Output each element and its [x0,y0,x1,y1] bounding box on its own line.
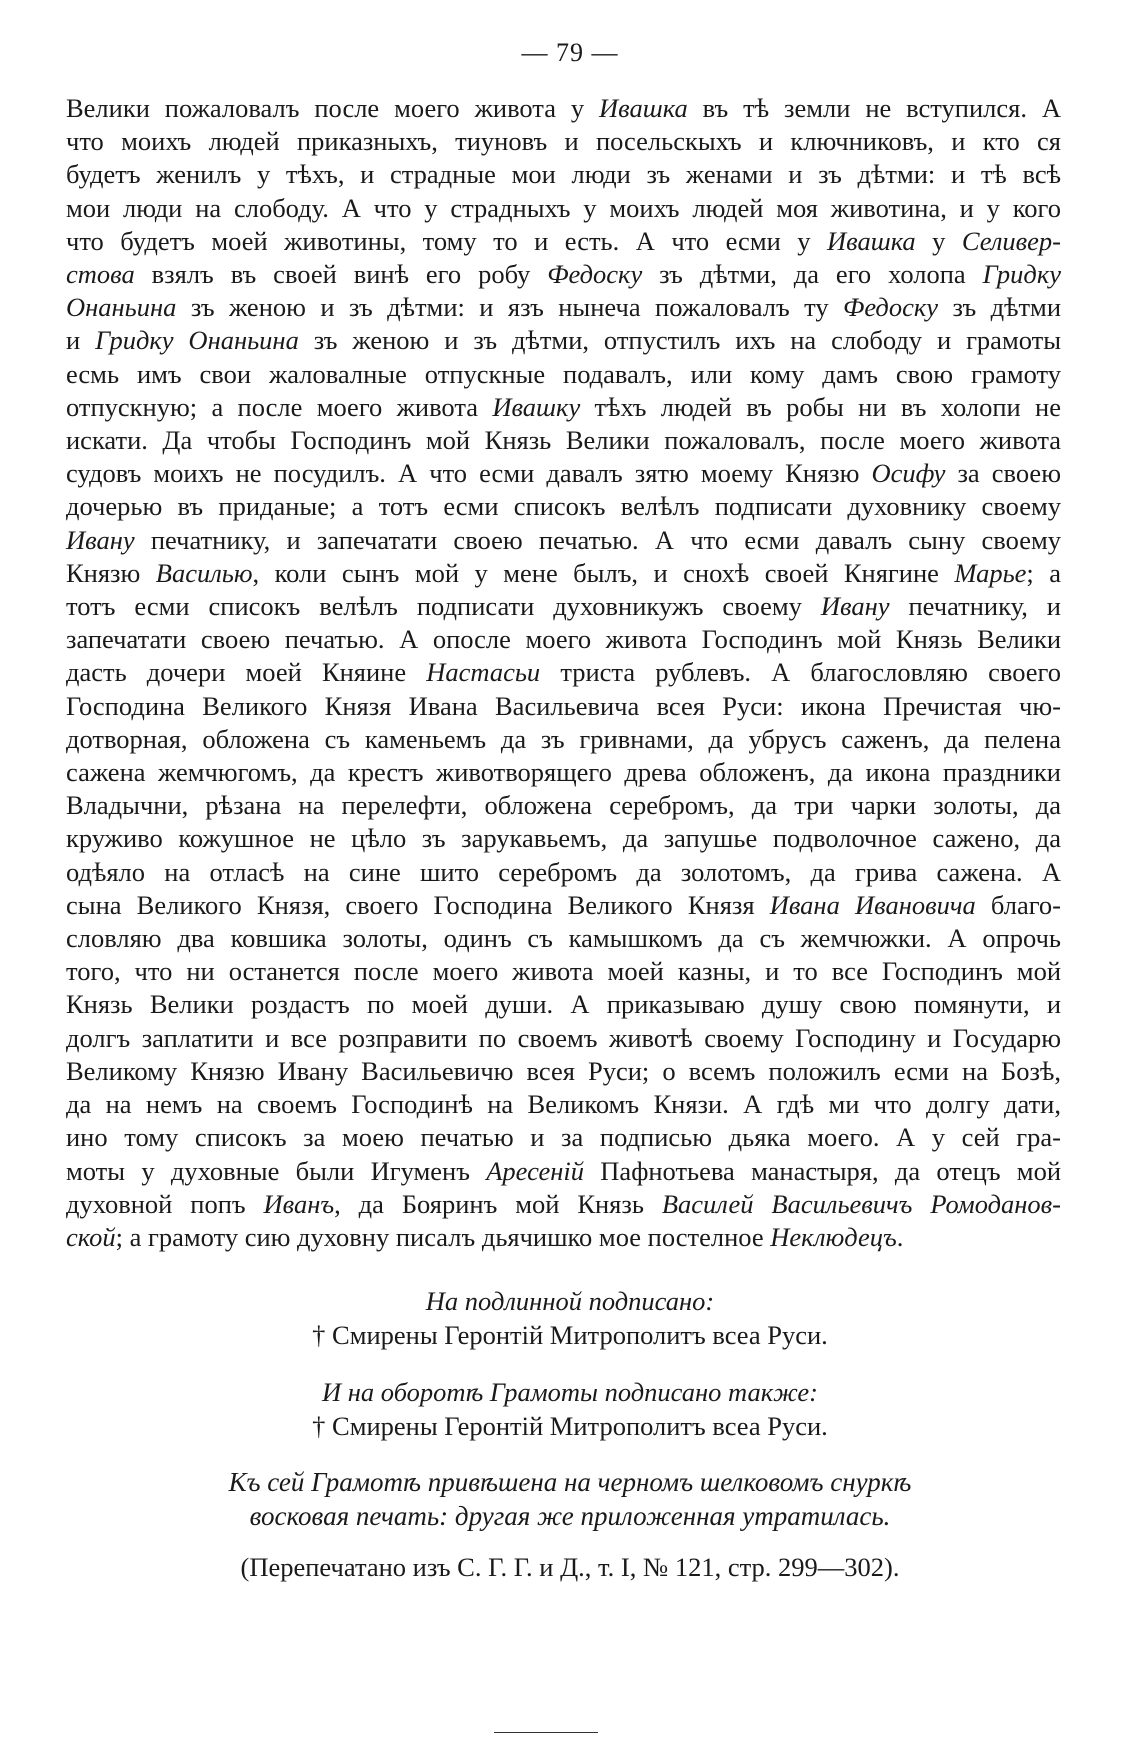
text-line [66,258,1061,291]
text-segment: печатнику, и [889,591,1061,622]
text-segment: того, что ни останется после моего живота моей казны, и то все Господинъ мой [66,956,1061,987]
text-segment: , коли сынъ мой у мене былъ, и снохѣ своей Княгине [252,557,955,588]
italic-name: Селивер- [961,225,1062,256]
text-segment: искати. Да чтобы Господинъ мой Князь Велики пожаловалъ, после моего живота [66,425,1061,456]
text-line [66,656,1061,689]
text-line [66,690,1061,723]
text-segment: сажена жемчюгомъ, да крестъ животворящего древа обложенъ, да икона праздники [66,757,1061,788]
text-segment: Князю [66,557,156,588]
text-segment: . [896,1221,904,1252]
text-segment: одѣяло на отласѣ на сине шито серебромъ да золотомъ, да грива сажена. А [66,856,1061,887]
closing-rule [494,1732,598,1733]
text-line [66,856,1061,889]
text-line [66,1088,1061,1121]
italic-name: Федоску [843,292,939,323]
text-segment: словляю два ковшика золоты, одинъ съ камышкомъ да съ жемчюжки. А опрочь [66,923,1061,954]
italic-name: Онаньина [66,292,177,323]
italic-name: ской [66,1221,116,1252]
text-line [66,789,1061,822]
signature-name-original: † Смирены Геронтій Митрополитъ всеа Руси. [312,1320,828,1350]
italic-name: стова [66,259,135,290]
seal-note-line-2: восковая печать: другая же приложенная утратилась. [249,1501,891,1531]
page-number: — 79 — [521,38,619,67]
text-segment: Князь Велики роздастъ по моей души. А приказываю душу свою помянути, и [66,989,1061,1020]
italic-name: Настасьи [426,657,541,688]
text-segment: запечатати своею печатью. А опосле моего живота Господинъ мой Князь Велики [66,624,1061,655]
text-segment: судовъ моихъ не посудилъ. А что есми давалъ зятю моему Князю [66,458,872,489]
text-segment: дотворная, обложена съ каменьемъ да зъ гривнами, да убрусъ саженъ, да пелена [66,723,1061,754]
text-segment: зъ женою и зъ дѣтми: и язъ нынеча пожаловалъ ту [176,292,844,323]
text-segment: ино тому списокъ за моею печатью и за подписью дьяка моего. А у сей гра- [66,1122,1061,1153]
text-segment: Господина Великого Князя Ивана Васильевича всея Руси: икона Пречистая чю- [66,690,1061,721]
text-segment: , да Бояринъ мой Князь [334,1188,662,1219]
text-segment: мои люди на слободу. А что у страдныхъ у моихъ людей моя животина, и у кого [66,192,1061,223]
text-line [66,291,1061,324]
text-segment: Великому Князю Ивану Васильевичю всея Руси; о всемъ положилъ есми на Бозѣ, [66,1055,1061,1086]
italic-name: Ивану [820,591,890,622]
text-line [66,557,1061,590]
text-segment: зъ дѣтми, да его холопа [642,259,983,290]
text-segment: духовной попъ [66,1188,264,1219]
text-segment: моты у духовные были Игуменъ [66,1155,487,1186]
text-line [66,358,1061,391]
text-line [66,1121,1061,1154]
body-text [66,92,1061,1254]
text-segment: ; а [1026,557,1061,588]
text-segment: зъ женою и зъ дѣтми, отпустилъ ихъ на слободу и грамоты [298,325,1062,356]
text-segment: сына Великого Князя, своего Господина Великого Князя [66,889,770,920]
italic-name: Федоску [547,259,643,290]
text-line [66,92,1061,125]
signature-block-reverse [0,1375,1140,1443]
italic-name: Ивану [66,524,135,555]
signature-heading-original: На подлинной подписано: [425,1286,715,1316]
italic-name: Ивашка [599,93,688,123]
text-line [66,524,1061,557]
text-line [66,391,1061,424]
text-segment: Велики пожаловалъ после моего живота у [66,93,600,123]
italic-name: Осифу [871,458,946,489]
text-line [66,457,1061,490]
text-line [66,324,1061,357]
italic-name: Ивашку [492,391,581,422]
italic-name: Иванъ [263,1188,335,1219]
text-line [66,1221,1061,1254]
text-line [66,1022,1061,1055]
signature-heading-reverse: И на оборотѣ Грамоты подписано также: [322,1377,818,1407]
text-segment: что будетъ моей животины, тому то и есть. А что есми у [66,225,827,256]
text-segment: зъ дѣтми [938,292,1061,323]
text-segment: печатнику, и запечатати своею печатью. А что есми давалъ сыну своему [134,524,1061,555]
text-segment: тѣхъ людей въ робы ни въ холопи не [580,391,1061,422]
reprint-source-note: (Перепечатано изъ С. Г. Г. и Д., т. I, № 121, стр. 299—302). [240,1552,900,1582]
text-line [66,723,1061,756]
text-line [66,988,1061,1021]
italic-name: Аресеній [486,1155,585,1186]
seal-note [0,1465,1140,1533]
text-line [66,192,1061,225]
text-segment: триста рублевъ. А благословляю своего [540,657,1061,688]
italic-name: Василей Васильевичъ Ромоданов- [661,1188,1061,1219]
text-segment: и [66,325,96,356]
text-segment: дочерью въ приданые; а тотъ есми списокъ велѣлъ подписати духовнику своему [66,491,1061,522]
text-segment: Пафнотьева манастыря, да отецъ мой [584,1155,1061,1186]
text-line [66,955,1061,988]
text-segment: тотъ есми списокъ велѣлъ подписати духовникужъ своему [66,591,821,622]
text-line [66,490,1061,523]
text-segment: есмь имъ свои жаловалные отпускные подавалъ, или кому дамъ свою грамоту [66,358,1061,389]
text-segment: у [915,225,962,256]
text-line [66,590,1061,623]
text-segment: дасть дочери моей Княине [66,657,427,688]
text-segment: что моихъ людей приказныхъ, тиуновъ и посельскыхъ и ключниковъ, и кто ся [66,126,1061,157]
text-line [66,225,1061,258]
text-segment: да на немъ на своемъ Господинѣ на Великомъ Князи. А гдѣ ми что долгу дати, [66,1089,1061,1120]
italic-name: Ивана Ивановича [769,889,976,920]
text-line [66,922,1061,955]
italic-name: Неклюдецъ [770,1221,897,1252]
text-line [66,822,1061,855]
text-line [66,1155,1061,1188]
signature-name-reverse: † Смирены Геронтій Митрополитъ всеа Руси. [312,1411,828,1441]
text-line [66,889,1061,922]
text-segment: Владычни, рѣзана на перелефти, обложена серебромъ, да три чарки золоты, да [66,790,1061,821]
italic-name: Гридку [982,259,1061,290]
italic-name: Гридку Онаньина [95,325,299,356]
text-line [66,158,1061,191]
text-segment: будетъ женилъ у тѣхъ, и страдные мои люди зъ женами и зъ дѣтми: и тѣ всѣ [66,159,1061,190]
text-segment: долгъ заплатити и все розправити по своемъ животѣ своему Господину и Государю [66,1022,1061,1053]
text-line [66,424,1061,457]
text-line [66,623,1061,656]
italic-name: Марье [954,557,1027,588]
text-segment: за своею [945,458,1061,489]
text-line [66,1055,1061,1088]
text-line [66,125,1061,158]
text-segment: взялъ въ своей винѣ его робу [134,259,548,290]
text-segment: въ тѣ земли не вступился. А [687,93,1061,123]
text-line [66,756,1061,789]
text-segment: круживо кожушное не цѣло зъ зарукавьемъ, да запушье подволочное сажено, да [66,823,1061,854]
text-line [66,1188,1061,1221]
italic-name: Василью [155,557,253,588]
text-segment: отпускную; а после моего живота [66,391,493,422]
italic-name: Ивашка [826,225,916,256]
text-segment: ; а грамоту сию духовну писалъ дьячишко мое постелное [115,1221,771,1252]
seal-note-line-1: Къ сей Грамотѣ привѣшена на черномъ шелковомъ снуркѣ [228,1467,912,1497]
text-segment: благо- [975,889,1062,920]
signature-block-original [0,1284,1140,1352]
